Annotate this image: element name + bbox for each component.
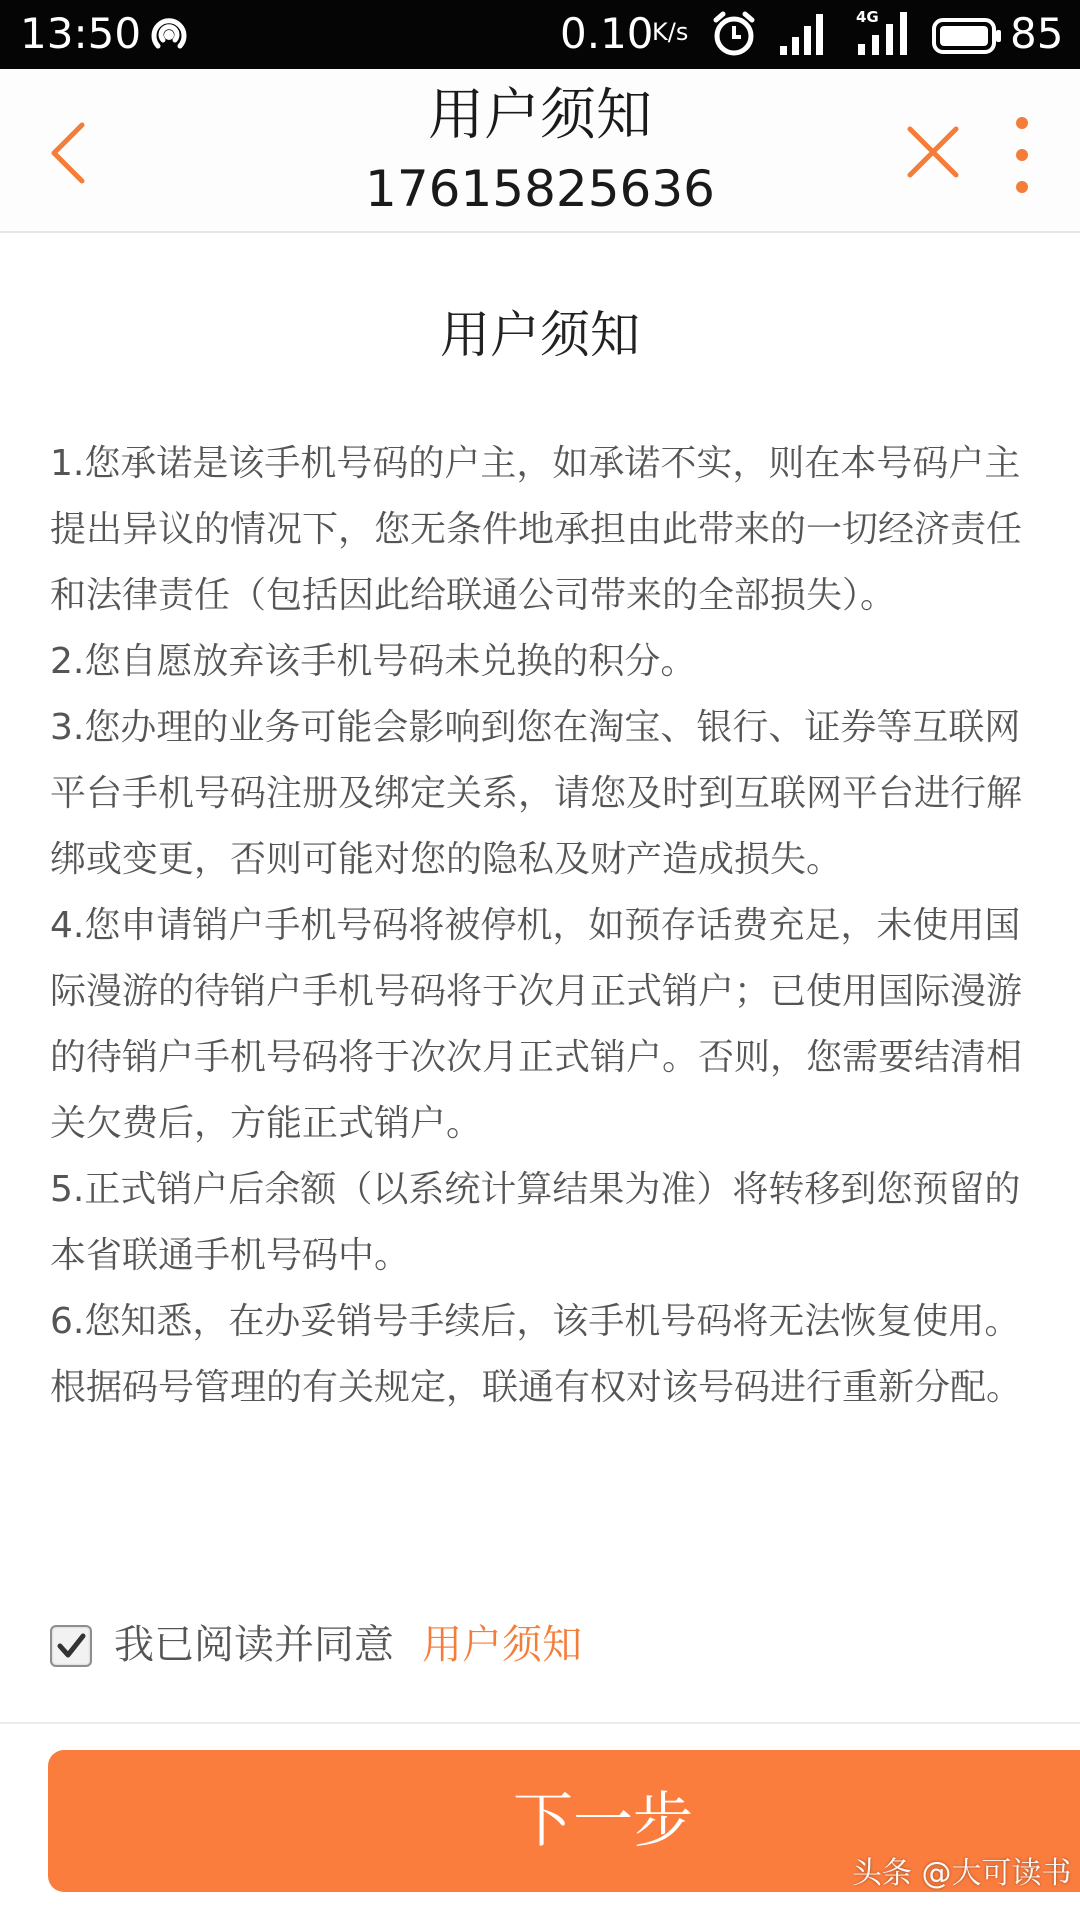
network-speed-unit: K/s [652,18,689,46]
notice-item-3: 3.您办理的业务可能会影响到您在淘宝、银行、证券等互联网平台手机号码注册及绑定关系，请您及时到互联网平台进行解绑或变更，否则可能对您的隐私及财产造成损失。 [50,707,1023,880]
notice-body [50,431,1035,1421]
agree-checkbox[interactable] [50,1625,92,1667]
status-bar [0,0,1080,69]
more-options-icon[interactable] [1004,113,1040,197]
network-speed: 0.10 [560,9,654,58]
next-step-label: 下一步 [513,1786,693,1856]
close-icon[interactable] [904,123,962,181]
svg-text:4G: 4G [856,8,879,26]
watermark: 头条 @大可读书 [852,1856,1072,1891]
notice-heading: 用户须知 [440,306,640,364]
agree-label: 我已阅读并同意 [114,1622,394,1668]
agreement-row [50,1613,850,1683]
notice-item-6: 6.您知悉，在办妥销号手续后，该手机号码将无法恢复使用。根据码号管理的有关规定，联通有权对该号码进行重新分配。 [50,1301,1023,1408]
signal-icon [778,12,826,56]
checkmark-icon [52,1627,90,1665]
page-title: 用户须知 [428,83,652,148]
back-button[interactable] [40,113,100,193]
notice-content [0,233,1080,1723]
phone-number: 17615825636 [365,160,715,218]
hotspot-icon [146,12,192,58]
signal-4g-icon [856,6,912,56]
app-header [0,69,1080,233]
notice-item-5: 5.正式销户后余额（以系统计算结果为准）将转移到您预留的本省联通手机号码中。 [50,1169,1021,1276]
battery-icon [932,18,1002,54]
user-notice-link[interactable]: 用户须知 [422,1622,582,1668]
status-time: 13:50 [20,9,142,58]
notice-item-4: 4.您申请销户手机号码将被停机，如预存话费充足，未使用国际漫游的待销户手机号码将于次月正式销户；已使用国际漫游的待销户手机号码将于次次月正式销户。否则，您需要结清相关欠费后，方能正式销户。 [50,905,1023,1144]
notice-item-2: 2.您自愿放弃该手机号码未兑换的积分。 [50,641,697,682]
notice-item-1: 1.您承诺是该手机号码的户主，如承诺不实，则在本号码户主提出异议的情况下，您无条件地承担由此带来的一切经济责任和法律责任（包括因此给联通公司带来的全部损失）。 [50,443,1023,616]
battery-level: 85 [1010,9,1064,58]
alarm-icon [710,10,758,58]
divider [0,1722,1080,1724]
